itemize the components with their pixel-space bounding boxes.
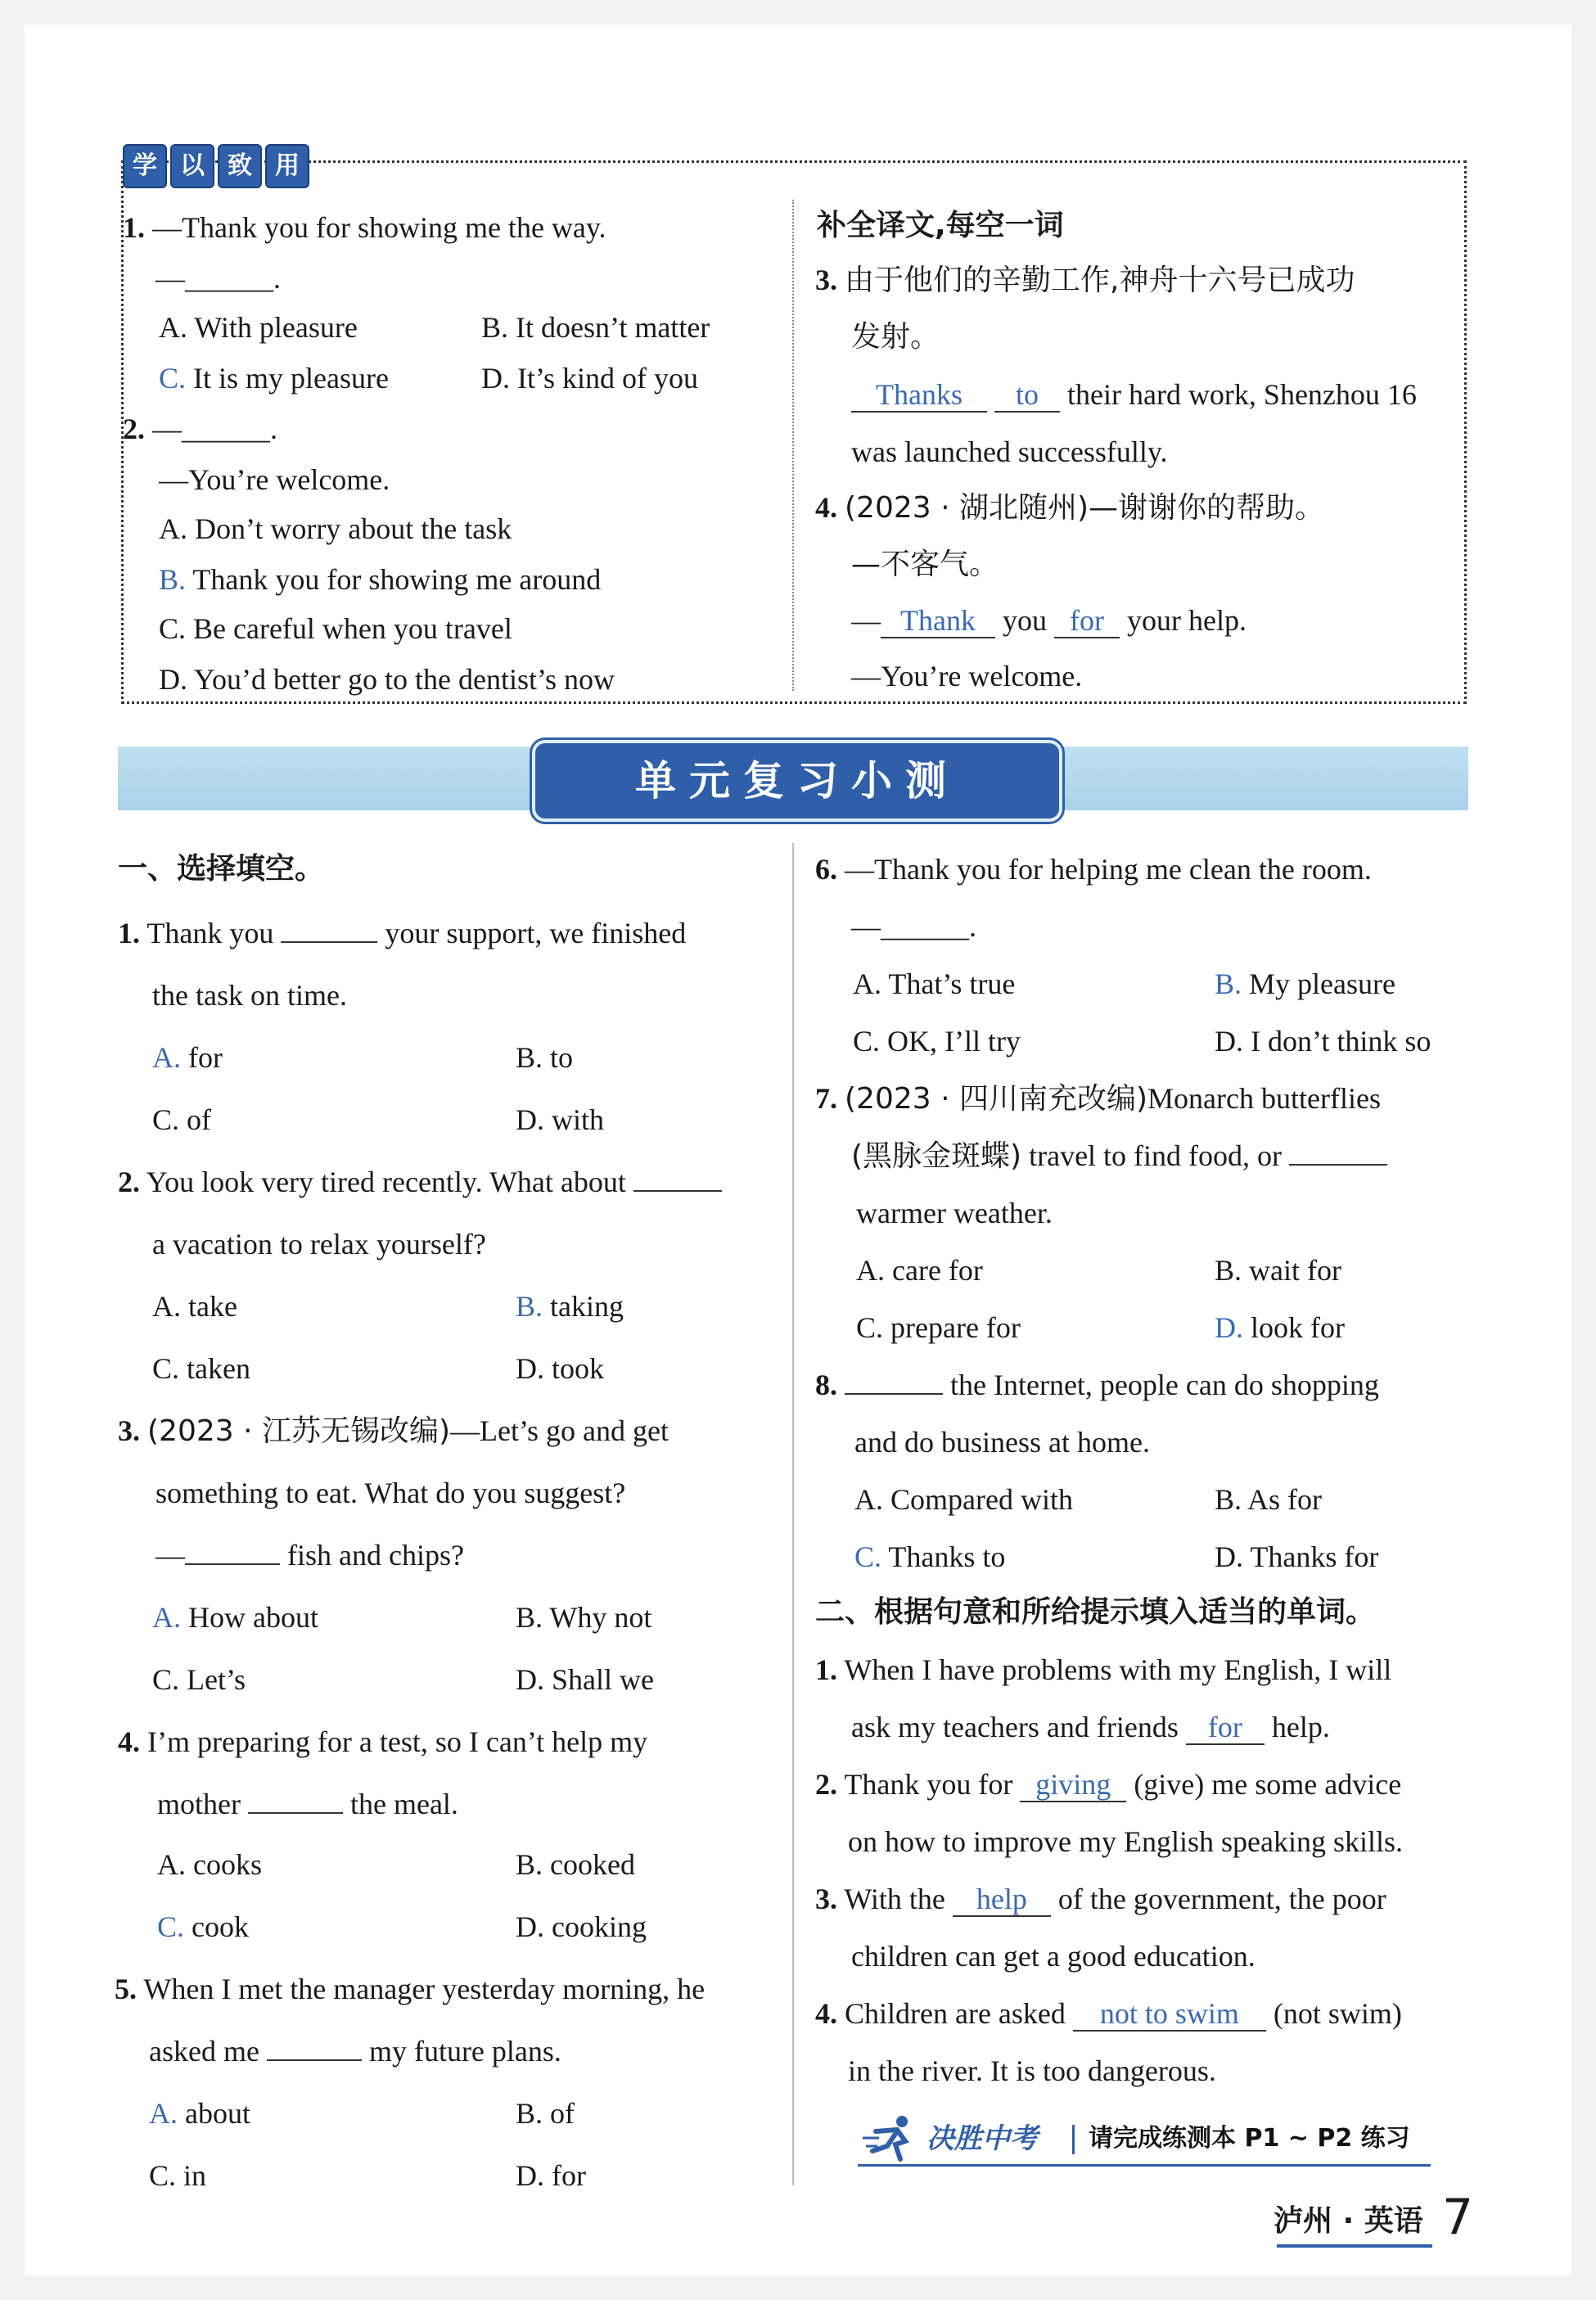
s1-q3-line3: — fish and chips? (156, 1539, 464, 1572)
s2-q4-line2: in the river. It is too dangerous. (848, 2054, 1216, 2087)
s1-q4-line2: mother the meal. (157, 1788, 458, 1820)
s1-q7-option-a: A. care for (856, 1254, 983, 1287)
s1-q1-line1: 1. Thank you your support, we finished (118, 917, 687, 949)
practice-q3-cn-line1: 3. 由于他们的辛勤工作,神舟十六号已成功 (815, 264, 1355, 297)
s1-q8-option-a: A. Compared with (854, 1483, 1073, 1516)
practice-q2-stem: 2. —______. (123, 413, 277, 445)
s2-q1-line1: 1. When I have problems with my English, I will (815, 1653, 1392, 1686)
s1-q1-option-b: B. to (516, 1041, 574, 1074)
practice-right-heading: 补全译文,每空一词 (817, 209, 1064, 242)
s1-q2-option-b: B. taking (516, 1290, 624, 1323)
s1-q8-line1: 8. the Internet, people can do shopping (815, 1369, 1379, 1401)
s1-q7-line1: 7. (2023 · 四川南充改编)Monarch butterflies (815, 1082, 1381, 1116)
s1-q3-option-c: C. Let’s (152, 1663, 246, 1696)
s2-q3-answer: help (953, 1883, 1051, 1917)
practice-q3-answer1: Thanks (851, 378, 987, 413)
s2-q3-line1: 3. With the help of the government, the poor (815, 1883, 1386, 1915)
practice-q3-en-line1: Thanks to their hard work, Shenzhou 16 (851, 377, 1417, 413)
practice-divider (792, 200, 794, 691)
s1-q5-option-a: A. about (149, 2097, 250, 2130)
practice-q1-option-d: D. It’s kind of you (481, 362, 698, 395)
s1-q2-option-c: C. taken (152, 1352, 250, 1385)
s1-q4-line1: 4. I’m preparing for a test, so I can’t help my (118, 1725, 648, 1758)
practice-q2-option-c: C. Be careful when you travel (159, 612, 512, 645)
practice-q4-answer1: Thank (881, 604, 995, 638)
s1-q4-option-b: B. cooked (516, 1848, 635, 1881)
s1-q4-option-c: C. cook (157, 1910, 249, 1943)
s1-q7-option-b: B. wait for (1215, 1254, 1341, 1287)
page-number: 7 (1442, 2189, 1474, 2246)
practice-q4-en: — Thank you for your help. (851, 604, 1247, 637)
s1-q5-option-b: B. of (516, 2097, 575, 2130)
s1-q7-line3: warmer weather. (856, 1197, 1053, 1229)
tag-char: 用 (265, 144, 309, 188)
s1-q1-line2: the task on time. (152, 979, 347, 1012)
s1-q6-line1: 6. —Thank you for helping me clean the room. (815, 853, 1372, 886)
runner-icon (859, 2113, 925, 2162)
s2-q4-answer: not to swim (1073, 1997, 1266, 2032)
footer-logo: 决胜中考 (926, 2122, 1038, 2155)
s1-q3-line1: 3. (2023 · 江苏无锡改编)—Let’s go and get (118, 1414, 669, 1448)
footer-instruction: 请完成练测本 P1 ~ P2 练习 (1089, 2124, 1410, 2153)
s1-q3-option-d: D. Shall we (516, 1663, 654, 1696)
s1-q8-line2: and do business at home. (854, 1426, 1150, 1459)
practice-q2-option-a: A. Don’t worry about the task (159, 512, 512, 545)
s1-q3-line2: something to eat. What do you suggest? (156, 1477, 626, 1509)
s2-q1-answer: for (1186, 1711, 1265, 1745)
s2-q2-line2: on how to improve my English speaking skills. (848, 1825, 1403, 1858)
s1-q5-line2: asked me my future plans. (149, 2035, 561, 2068)
column-divider (792, 843, 794, 2185)
s2-q4-line1: 4. Children are asked not to swim (not swim) (815, 1997, 1402, 2030)
practice-q4-stem: 4. (2023 · 湖北随州)—谢谢你的帮助。 (815, 491, 1325, 525)
s1-q6-line2: —______. (851, 910, 976, 943)
practice-q1-reply: —______. (156, 262, 281, 295)
practice-tag (123, 144, 309, 187)
s1-q1-option-d: D. with (516, 1103, 604, 1136)
section-banner: 单元复习小测 (532, 740, 1062, 822)
practice-q3-answer2: to (994, 378, 1060, 413)
tag-char: 以 (170, 144, 214, 188)
practice-q2-option-d: D. You’d better go to the dentist’s now (159, 663, 615, 696)
s1-q6-option-c: C. OK, I’ll try (853, 1025, 1021, 1058)
s1-q1-option-a: A. for (152, 1041, 223, 1074)
s1-q7-line2: (黑脉金斑蝶) travel to find food, or (851, 1138, 1387, 1175)
section1-heading: 一、选择填空。 (118, 852, 325, 886)
s1-q2-line2: a vacation to relax yourself? (152, 1228, 486, 1260)
s1-q4-option-d: D. cooking (516, 1910, 647, 1943)
practice-q1-option-b: B. It doesn’t matter (481, 311, 710, 344)
practice-q1-option-a: A. With pleasure (159, 311, 358, 344)
page-label: 泸州 · 英语 (1274, 2204, 1423, 2238)
s1-q1-option-c: C. of (152, 1103, 211, 1136)
s2-q3-line2: children can get a good education. (851, 1940, 1256, 1973)
s1-q2-line1: 2. You look very tired recently. What about (118, 1164, 722, 1200)
practice-q4-cn2: —不客气。 (851, 548, 999, 581)
s1-q2-option-a: A. take (152, 1290, 237, 1323)
s1-q8-option-d: D. Thanks for (1215, 1540, 1379, 1573)
s1-q6-option-d: D. I don’t think so (1215, 1025, 1431, 1058)
s2-q2-line1: 2. Thank you for giving (give) me some advice (815, 1768, 1402, 1801)
s1-q5-option-d: D. for (516, 2159, 586, 2192)
tag-char: 学 (123, 144, 167, 188)
s1-q2-option-d: D. took (516, 1352, 604, 1385)
s1-q8-option-c: C. Thanks to (854, 1540, 1006, 1573)
practice-q4-answer2: for (1054, 604, 1120, 638)
s2-q1-line2: ask my teachers and friends for help. (851, 1711, 1330, 1743)
tag-char: 致 (218, 144, 262, 188)
s1-q5-line1: 5. When I met the manager yesterday morning, he (115, 1973, 706, 2005)
s1-q8-option-b: B. As for (1215, 1483, 1323, 1516)
s1-q4-option-a: A. cooks (157, 1848, 262, 1881)
s1-q5-option-c: C. in (149, 2159, 207, 2192)
section2-heading: 二、根据句意和所给提示填入适当的单词。 (815, 1595, 1376, 1629)
s1-q3-option-a: A. How about (152, 1601, 318, 1634)
page-label-underline (1277, 2244, 1432, 2248)
footer-separator (1072, 2125, 1075, 2154)
practice-q3-en-line2: was launched successfully. (851, 435, 1168, 468)
s1-q7-option-c: C. prepare for (856, 1311, 1021, 1344)
practice-q1-stem: 1. —Thank you for showing me the way. (123, 211, 606, 244)
s2-q2-answer: giving (1020, 1768, 1126, 1802)
s1-q6-option-a: A. That’s true (853, 967, 1016, 1000)
practice-q2-option-b: B. Thank you for showing me around (159, 563, 602, 596)
practice-q4-reply: —You’re welcome. (851, 660, 1083, 692)
s1-q7-option-d: D. look for (1215, 1311, 1345, 1344)
practice-q3-cn-line2: 发射。 (851, 320, 940, 354)
s1-q3-option-b: B. Why not (516, 1601, 652, 1634)
practice-q1-option-c: C. It is my pleasure (159, 362, 389, 395)
practice-q2-reply: —You’re welcome. (159, 463, 390, 496)
s1-q6-option-b: B. My pleasure (1215, 967, 1395, 1000)
